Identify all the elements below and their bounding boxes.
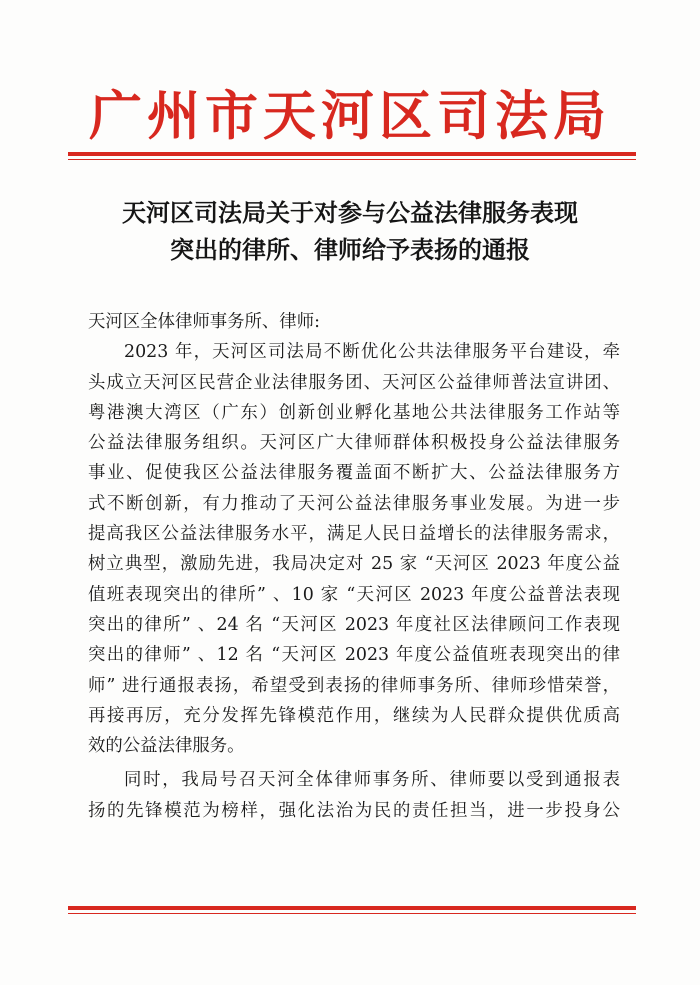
body-line: 师” 进行通报表扬，希望受到表扬的律师事务所、律师珍惜荣誉， [88, 675, 620, 696]
body-line: 事业、促使我区公益法律服务覆盖面不断扩大、公益法律服务方 [88, 463, 620, 484]
paragraph-1 [88, 337, 620, 761]
document-body [88, 307, 620, 826]
body-line: 效的公益法律服务。 [88, 736, 245, 757]
body-line: 值班表现突出的律所” 、10 家 “天河区 2023 年度公益普法表现 [88, 584, 620, 605]
body-line: 2023 年，天河区司法局不断优化公共法律服务平台建设，牵 [124, 342, 620, 363]
salutation: 天河区全体律师事务所、律师: [88, 312, 320, 332]
letterhead-org-name: 广州市天河区司法局 [89, 85, 611, 147]
body-line: 式不断创新，有力推动了天河公益法律服务事业发展。为进一步 [88, 493, 620, 514]
body-line: 扬的先锋模范为榜样，强化法治为民的责任担当，进一步投身公 [88, 800, 620, 821]
document-title [60, 194, 640, 268]
body-line: 突出的律所” 、24 名 “天河区 2023 年度社区法律顾问工作表现 [88, 614, 620, 635]
paragraph-2 [88, 765, 620, 826]
body-line: 提高我区公益法律服务水平，满足人民日益增长的法律服务需求， [88, 524, 620, 545]
body-line: 同时，我局号召天河全体律师事务所、律师要以受到通报表 [124, 770, 620, 791]
letterhead-rule-thin [68, 159, 636, 160]
body-line: 公益法律服务组织。天河区广大律师群体积极投身公益法律服务 [88, 433, 620, 454]
body-line: 头成立天河区民营企业法律服务团、天河区公益律师普法宣讲团、 [88, 372, 620, 393]
body-line: 再接再厉，充分发挥先锋模范作用，继续为人民群众提供优质高 [88, 705, 620, 726]
body-line: 树立典型，激励先进，我局决定对 25 家 “天河区 2023 年度公益 [88, 554, 620, 575]
letterhead-rule-thick [68, 152, 636, 156]
body-line: 突出的律师” 、12 名 “天河区 2023 年度公益值班表现突出的律 [88, 645, 620, 666]
footer-rule-thick [68, 906, 636, 910]
footer-rule-thin [68, 913, 636, 914]
title-line: 天河区司法局关于对参与公益法律服务表现 [122, 198, 578, 227]
body-line: 粤港澳大湾区（广东）创新创业孵化基地公共法律服务工作站等 [88, 402, 620, 423]
title-line: 突出的律所、律师给予表扬的通报 [170, 235, 530, 264]
